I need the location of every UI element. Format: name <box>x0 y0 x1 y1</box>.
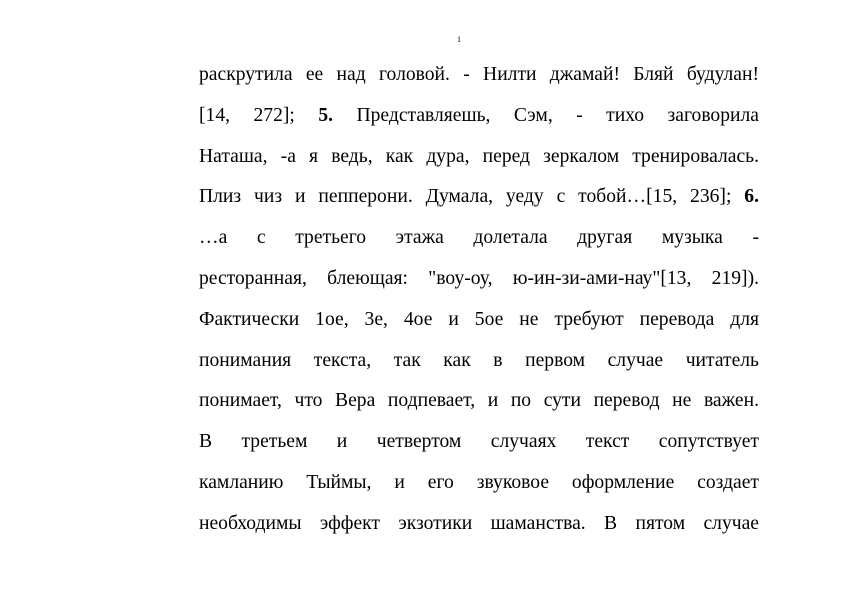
text-line-6-content: ресторанная, блеющая: "воу-оу, ю-ин-зи-ами-нау"[13, 219]). <box>199 267 759 289</box>
text-line-12 <box>199 512 759 553</box>
text-line-9-content: понимает, что Вера подпевает, и по сути перевод не важен. <box>199 390 759 412</box>
text-line-5 <box>199 226 759 267</box>
text-line-3-content: Наташа, -а я ведь, как дура, перед зеркалом тренировалась. <box>199 145 759 167</box>
text-line-7-content: Фактически 1ое, 3е, 4ое и 5ое не требуют перевода для <box>199 308 759 330</box>
example-number-5: 5. <box>318 104 334 126</box>
text-line-1-content: раскрутила ее над головой. - Нилти джамай! Бляй будулан! <box>199 64 759 85</box>
text-line-9 <box>199 389 759 430</box>
text-line-2 <box>199 104 759 145</box>
citation: [14, 272]; <box>199 104 319 126</box>
text-line-3 <box>199 145 759 186</box>
text-line-5-content: …а с третьего этажа долетала другая музыка - <box>199 227 759 249</box>
text-line-8 <box>199 349 759 390</box>
text-line-4 <box>199 185 759 226</box>
body-text <box>199 63 759 553</box>
text-line-11 <box>199 471 759 512</box>
text-line-10 <box>199 430 759 471</box>
page-number: 1 <box>457 35 461 44</box>
text-line-6 <box>199 267 759 308</box>
text-line-12-content: необходимы эффект экзотики шаманства. В пятом случае <box>199 512 759 534</box>
text-line-1 <box>199 63 759 104</box>
text-line-4-content: Плиз чиз и пепперони. Думала, уеду с тобой…[15, 236]; <box>199 186 745 208</box>
text-line-8-content: понимания текста, так как в первом случае читатель <box>199 349 759 371</box>
text-line-2-content: Представляешь, Сэм, - тихо заговорила <box>333 104 759 126</box>
example-number-6: 6. <box>744 186 759 208</box>
text-line-10-content: В третьем и четвертом случаях текст сопутствует <box>199 431 759 453</box>
text-line-11-content: камланию Тыймы, и его звуковое оформление создает <box>199 471 759 493</box>
text-line-7 <box>199 308 759 349</box>
